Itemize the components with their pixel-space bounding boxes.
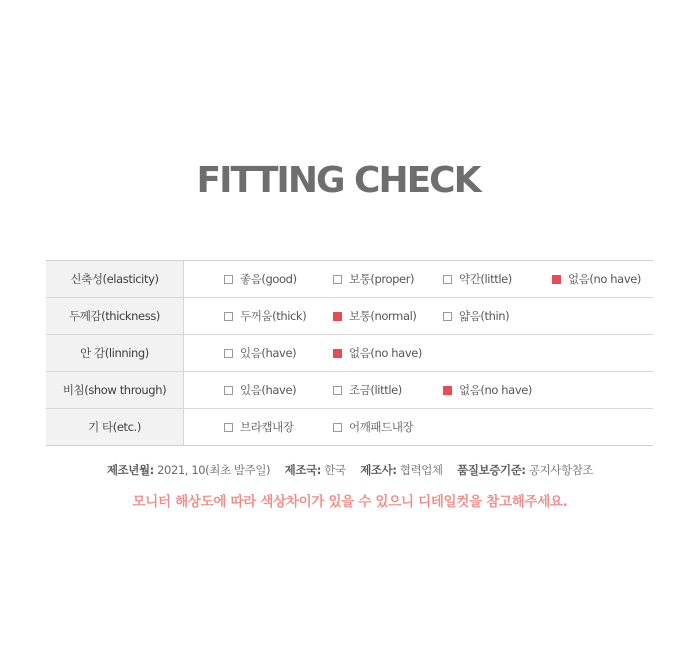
table-row [46,335,653,372]
checkbox-icon[interactable] [333,386,342,395]
table-row [46,298,653,335]
fitting-check-table [46,260,653,446]
page-title: FITTING CHECK [196,160,480,201]
option-label: 약간(little) [459,272,512,286]
option-label: 얇음(thin) [459,309,510,323]
row-options [184,298,653,334]
row-label: 비침(show through) [46,372,184,408]
option-label: 없음(no have) [349,346,422,360]
row-options [184,335,653,371]
option-label: 없음(no have) [459,383,532,397]
checkbox-icon[interactable] [333,423,342,432]
option[interactable] [333,261,414,297]
option[interactable] [333,372,402,408]
option[interactable] [224,298,306,334]
option-label: 없음(no have) [568,272,641,286]
checkbox-icon[interactable] [443,386,452,395]
option-label: 브라캡내장 [240,420,294,434]
country-key: 제조국: [284,463,321,477]
row-label: 안 감(linning) [46,335,184,371]
table-row [46,372,653,409]
option-label: 좋음(good) [240,272,297,286]
option-label: 어깨패드내장 [349,420,414,434]
option-label: 조금(little) [349,383,402,397]
row-options [184,372,653,408]
checkbox-icon[interactable] [333,349,342,358]
checkbox-icon[interactable] [443,275,452,284]
row-label: 두께감(thickness) [46,298,184,334]
option-label: 있음(have) [240,346,297,360]
option[interactable] [443,298,509,334]
option[interactable] [224,261,297,297]
maker-key: 제조사: [360,463,397,477]
quality-value: 공지사항참조 [528,463,594,477]
maker-value: 협력업체 [399,463,443,477]
checkbox-icon[interactable] [224,349,233,358]
option-label: 두꺼움(thick) [240,309,307,323]
option-label: 보통(normal) [349,309,417,323]
row-label: 기 타(etc.) [46,409,184,445]
checkbox-icon[interactable] [224,312,233,321]
option-label: 보통(proper) [349,272,415,286]
option[interactable] [333,298,417,334]
option[interactable] [443,372,532,408]
table-row [46,261,653,298]
manufacture-date-value: 2021, 10(최초 발주일) [157,463,271,477]
checkbox-icon[interactable] [333,312,342,321]
checkbox-icon[interactable] [552,275,561,284]
row-label: 신축성(elasticity) [46,261,184,297]
option-label: 있음(have) [240,383,297,397]
option[interactable] [443,261,512,297]
checkbox-icon[interactable] [224,423,233,432]
manufacture-date-key: 제조년월: [106,463,154,477]
product-info-line [0,462,700,478]
row-options [184,409,653,445]
country-value: 한국 [324,463,346,477]
option[interactable] [552,261,641,297]
option[interactable] [224,372,296,408]
row-options [184,261,653,297]
option[interactable] [224,335,296,371]
table-row [46,409,653,446]
checkbox-icon[interactable] [224,275,233,284]
option[interactable] [333,335,422,371]
checkbox-icon[interactable] [333,275,342,284]
option[interactable] [224,409,294,445]
monitor-color-notice: 모니터 해상도에 따라 색상차이가 있을 수 있으니 디테일컷을 참고해주세요. [132,494,568,510]
option[interactable] [333,409,413,445]
checkbox-icon[interactable] [443,312,452,321]
checkbox-icon[interactable] [224,386,233,395]
quality-key: 품질보증기준: [457,463,526,477]
